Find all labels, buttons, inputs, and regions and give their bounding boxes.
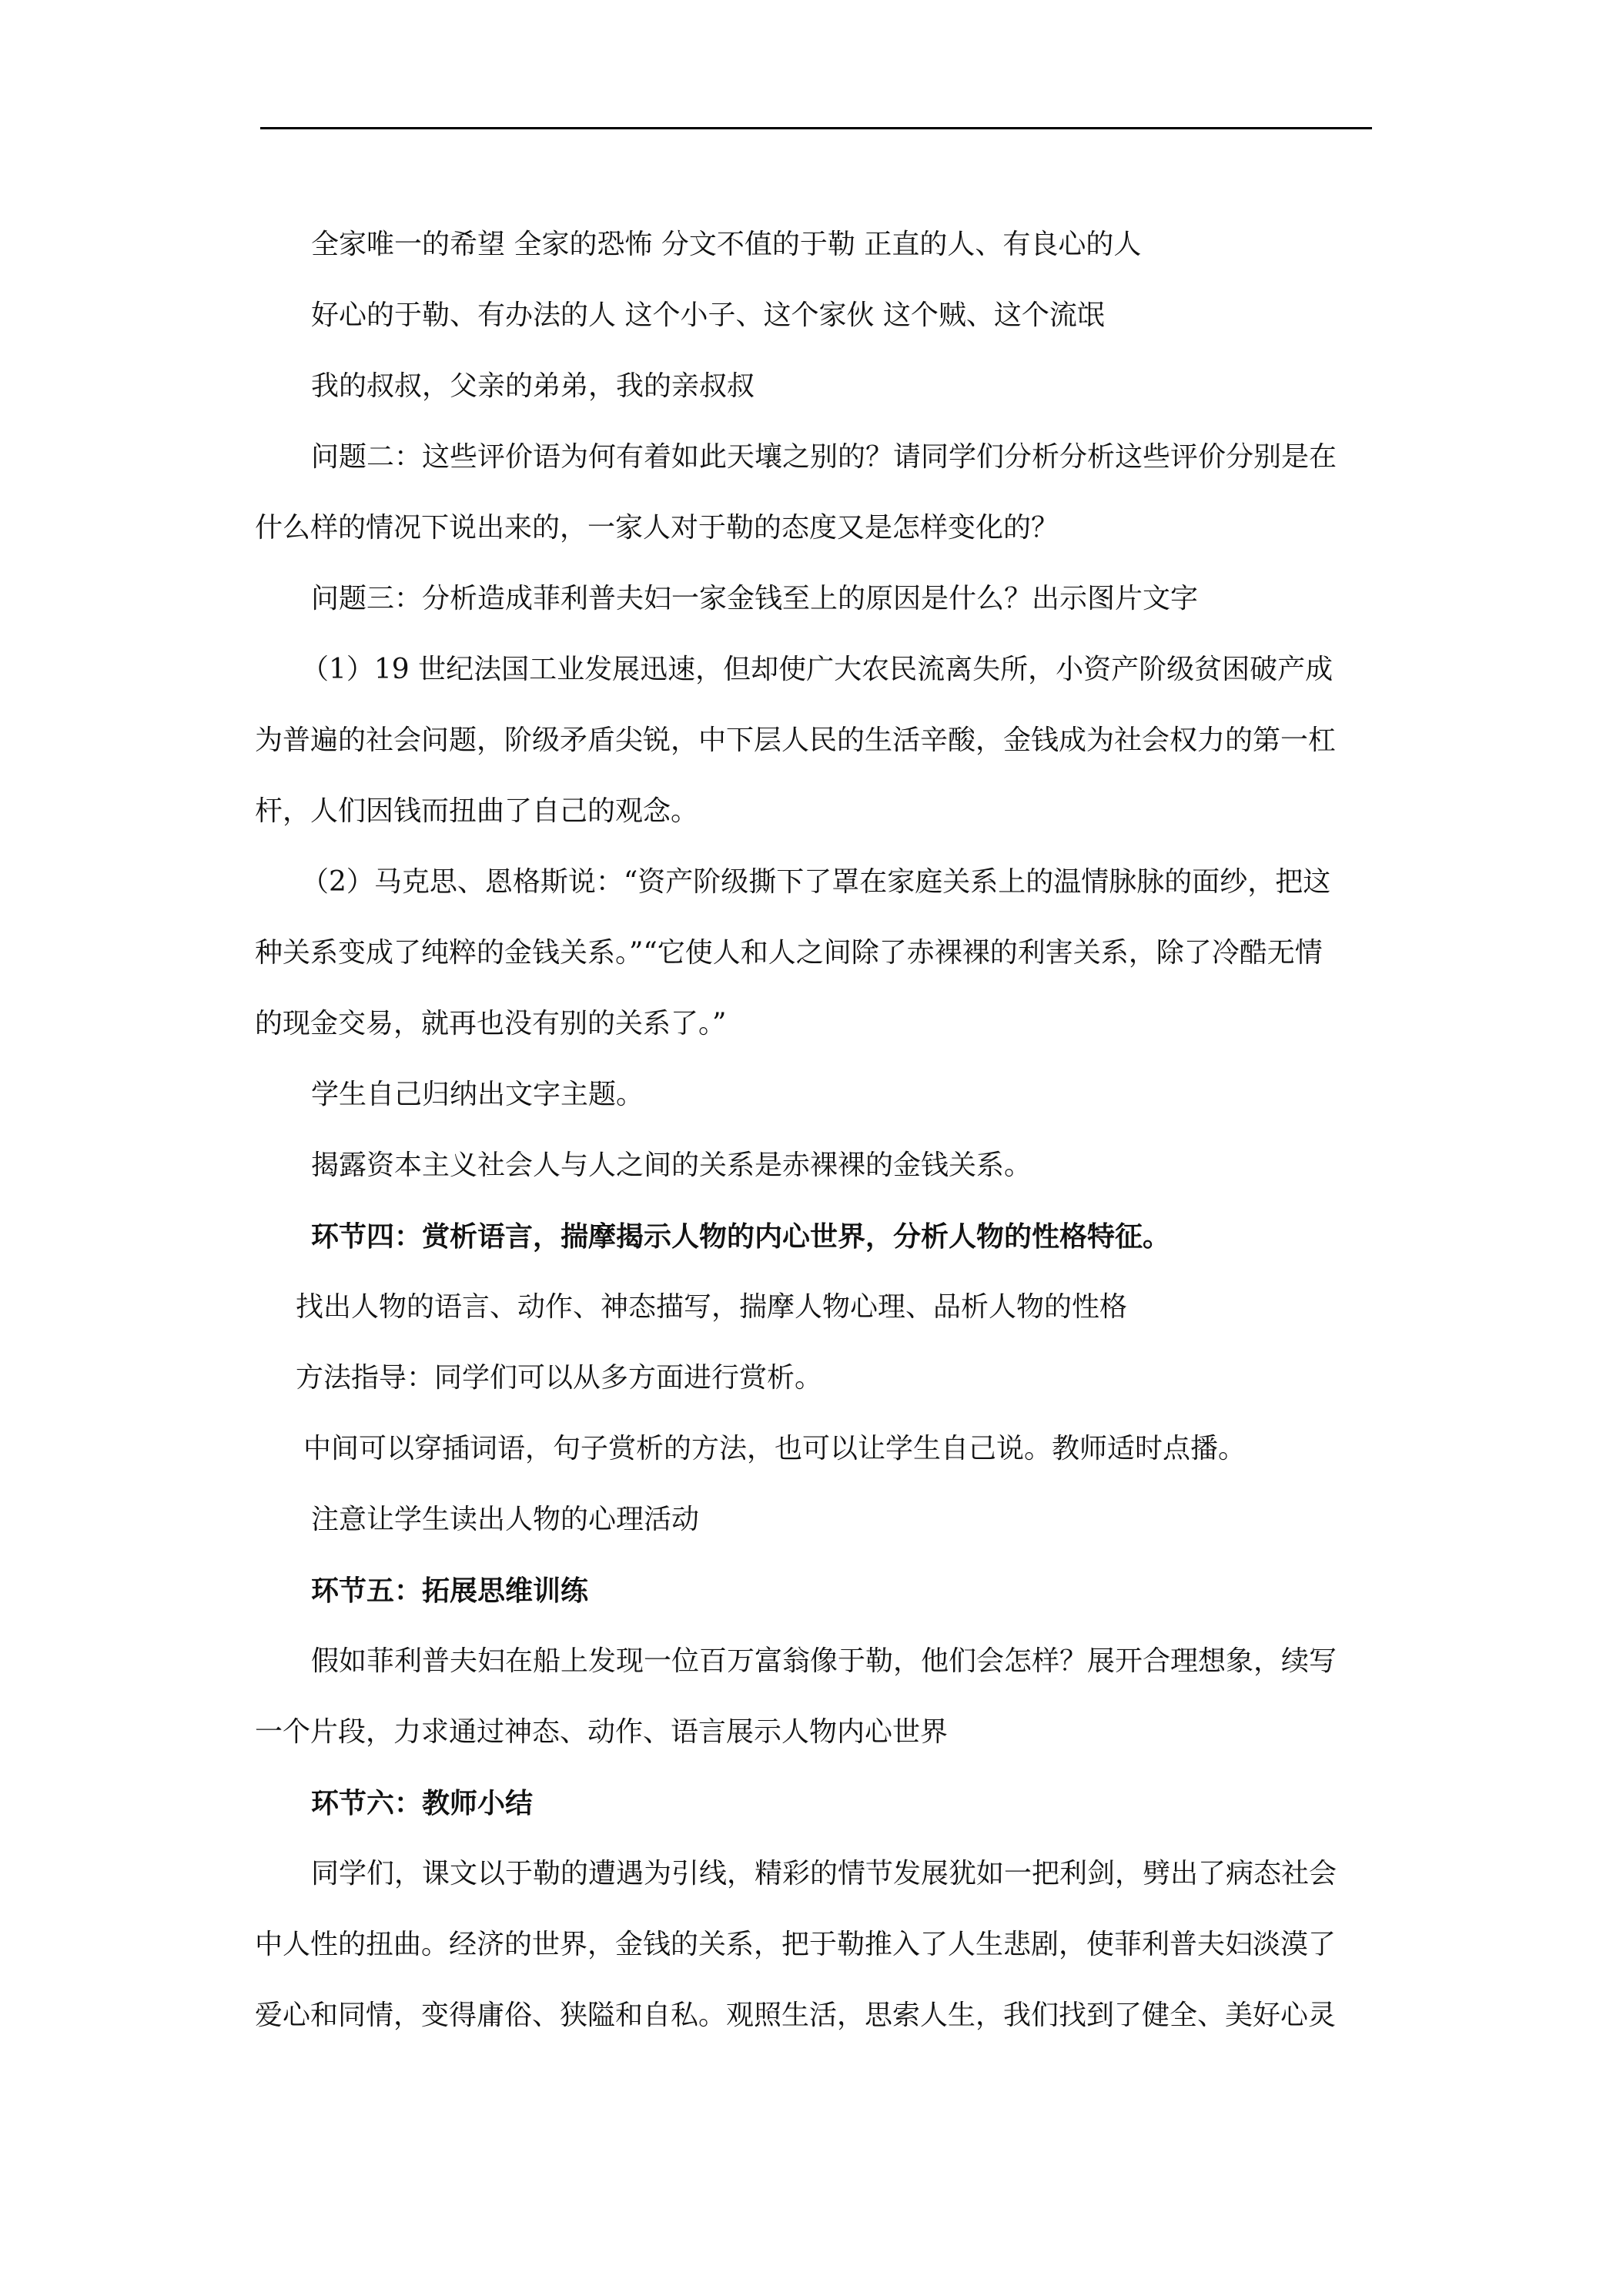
text-line: 什么样的情况下说出来的，一家人对于勒的态度又是怎样变化的？ — [255, 512, 1059, 544]
section-heading: 环节六：教师小结 — [311, 1787, 534, 1819]
text-line: （2）马克思、恩格斯说：“资产阶级撕下了罩在家庭关系上的温情脉脉的面纱，把这 — [301, 866, 1331, 898]
text-line: 同学们，课文以于勒的遭遇为引线，精彩的情节发展犹如一把利剑，劈出了病态社会 — [311, 1858, 1337, 1889]
text-line: 假如菲利普夫妇在船上发现一位百万富翁像于勒，他们会怎样？展开合理想象，续写 — [311, 1645, 1337, 1677]
text-line: 为普遍的社会问题，阶级矛盾尖锐，中下层人民的生活辛酸，金钱成为社会权力的第一杠 — [255, 725, 1337, 756]
text-line: 问题三：分析造成菲利普夫妇一家金钱至上的原因是什么？出示图片文字 — [311, 583, 1199, 614]
text-line: （1）19 世纪法国工业发展迅速，但却使广大农民流离失所，小资产阶级贫困破产成 — [301, 654, 1334, 685]
text-line: 找出人物的语言、动作、神态描写，揣摩人物心理、品析人物的性格 — [296, 1291, 1128, 1323]
text-line: 杆，人们因钱而扭曲了自己的观念。 — [255, 795, 699, 827]
text-line: 一个片段，力求通过神态、动作、语言展示人物内心世界 — [255, 1716, 949, 1748]
text-line: 我的叔叔，父亲的弟弟，我的亲叔叔 — [311, 370, 755, 402]
text-line: 学生自己归纳出文字主题。 — [311, 1079, 644, 1110]
text-line: 全家唯一的希望 全家的恐怖 分文不值的于勒 正直的人、有良心的人 — [311, 229, 1142, 260]
section-heading: 环节四：赏析语言，揣摩揭示人物的内心世界，分析人物的性格特征。 — [311, 1220, 1171, 1253]
text-line: 种关系变成了纯粹的金钱关系。”“它使人和人之间除了赤裸裸的利害关系，除了冷酷无情 — [255, 937, 1323, 969]
text-line: 注意让学生读出人物的心理活动 — [311, 1504, 700, 1535]
text-line: 的现金交易，就再也没有别的关系了。” — [255, 1008, 727, 1039]
text-line: 问题二：这些评价语为何有着如此天壤之别的？请同学们分析分析这些评价分别是在 — [311, 441, 1337, 473]
header-rule — [260, 127, 1372, 129]
text-line: 揭露资本主义社会人与人之间的关系是赤裸裸的金钱关系。 — [311, 1150, 1032, 1181]
text-line: 爱心和同情，变得庸俗、狭隘和自私。观照生活，思索人生，我们找到了健全、美好心灵 — [255, 2000, 1337, 2031]
text-line: 中人性的扭曲。经济的世界，金钱的关系，把于勒推入了人生悲剧，使菲利普夫妇淡漠了 — [255, 1929, 1337, 1960]
section-heading: 环节五：拓展思维训练 — [311, 1575, 589, 1607]
text-line: 方法指导：同学们可以从多方面进行赏析。 — [296, 1362, 823, 1394]
text-line: 中间可以穿插词语，句子赏析的方法，也可以让学生自己说。教师适时点播。 — [303, 1433, 1247, 1464]
text-line: 好心的于勒、有办法的人 这个小子、这个家伙 这个贼、这个流氓 — [311, 300, 1105, 331]
